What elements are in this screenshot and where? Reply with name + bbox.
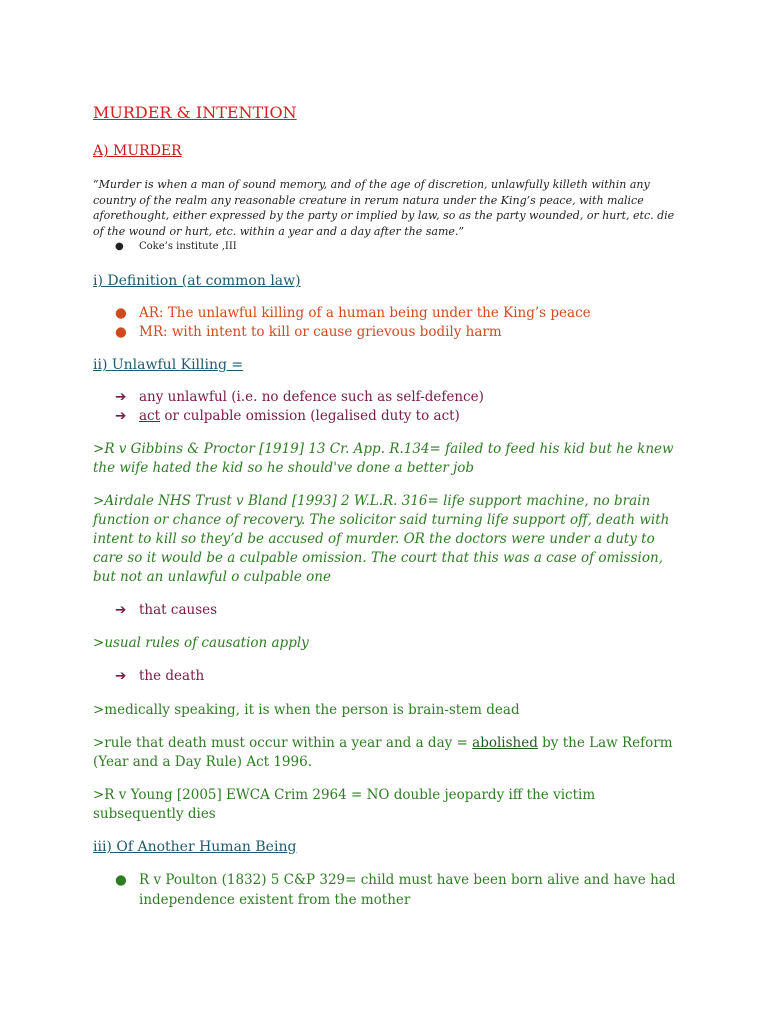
abolished-word: abolished (472, 735, 538, 751)
case-marker: > (93, 441, 105, 457)
unlawful-killing-list (93, 388, 678, 426)
act-item-rest: or culpable omission (legalised duty to act) (160, 408, 460, 424)
year-and-day-note (93, 734, 678, 772)
case-marker: > (93, 493, 105, 509)
unlawful-killing-heading: ii) Unlawful Killing = (93, 357, 244, 373)
death-text: the death (139, 668, 205, 684)
death-item (93, 667, 678, 686)
human-being-list (93, 870, 678, 910)
causes-item (93, 601, 678, 620)
year-and-day-text-a: >rule that death must occur within a year and a day = (93, 735, 473, 751)
arrow-icon: ➔ (115, 668, 127, 684)
unlawful-item-text: any unlawful (i.e. no defence such as self-defence) (139, 389, 484, 405)
case-gibbins-text: R v Gibbins & Proctor [1919] 13 Cr. App. R.134= failed to feed his kid but he knew the wife hated the kid so he should've done a better job (93, 441, 674, 476)
coke-quote: “Murder is when a man of sound memory, and of the age of discretion, unlawfully killeth within any country of the realm any reasonable creature in rerum natura under the King’s peace, with malice aforethought, either expressed by the party or implied by law, so as the party wounded, or hurt, etc. die of the wound or hurt, etc. within a year and a day after the same.” (93, 178, 675, 238)
bullet-icon: ● (115, 241, 124, 252)
document-title: MURDER & INTENTION (93, 103, 297, 122)
arrow-icon: ➔ (115, 602, 127, 618)
death-list (93, 667, 678, 686)
poulton-item (93, 870, 678, 910)
citation-text: Coke’s institute ,III (139, 241, 237, 252)
document-page (93, 103, 678, 910)
definition-ar-text: AR: The unlawful killing of a human being under the King’s peace (139, 305, 591, 321)
act-word: act (139, 408, 161, 424)
causes-text: that causes (139, 602, 218, 618)
definition-item-ar (93, 304, 678, 323)
young-case-note: >R v Young [2005] EWCA Crim 2964 = NO double jeopardy iff the victim subsequently dies (93, 787, 596, 822)
bullet-icon: ● (115, 324, 127, 340)
citation-item (93, 239, 678, 254)
case-bland (93, 492, 678, 587)
year-and-day-text-b: by the Law Reform (Year and a Day Rule) Act 1996. (93, 735, 673, 770)
causes-list (93, 601, 678, 620)
unlawful-item (93, 388, 678, 407)
arrow-icon: ➔ (115, 389, 127, 405)
case-gibbins (93, 440, 678, 478)
bullet-icon: ● (115, 305, 127, 321)
section-a-heading: A) MURDER (93, 143, 182, 159)
definition-item-mr (93, 323, 678, 342)
bullet-icon: ● (115, 872, 127, 888)
arrow-icon: ➔ (115, 408, 127, 424)
poulton-text: R v Poulton (1832) 5 C&P 329= child must have been born alive and have had independence existent from the mother (139, 872, 676, 908)
case-marker: > (93, 635, 105, 651)
citation-list (93, 239, 678, 254)
case-bland-text: Airdale NHS Trust v Bland [1993] 2 W.L.R. 316= life support machine, no brain function or chance of recovery. The solicitor said turning life support off, death with intent to kill so they’d be accused of murder. OR the doctors were under a duty to care so it would be a culpable omission. The court that this was a case of omission, but not an unlawful o culpable one (93, 493, 670, 585)
definition-mr-text: MR: with intent to kill or cause grievous bodily harm (139, 324, 502, 340)
causation-note (93, 634, 678, 653)
brain-stem-note: >medically speaking, it is when the person is brain-stem dead (93, 702, 520, 718)
definition-list (93, 304, 678, 342)
act-item (93, 407, 678, 426)
human-being-heading: iii) Of Another Human Being (93, 839, 297, 855)
definition-heading: i) Definition (at common law) (93, 273, 301, 289)
causation-text: usual rules of causation apply (104, 635, 309, 651)
